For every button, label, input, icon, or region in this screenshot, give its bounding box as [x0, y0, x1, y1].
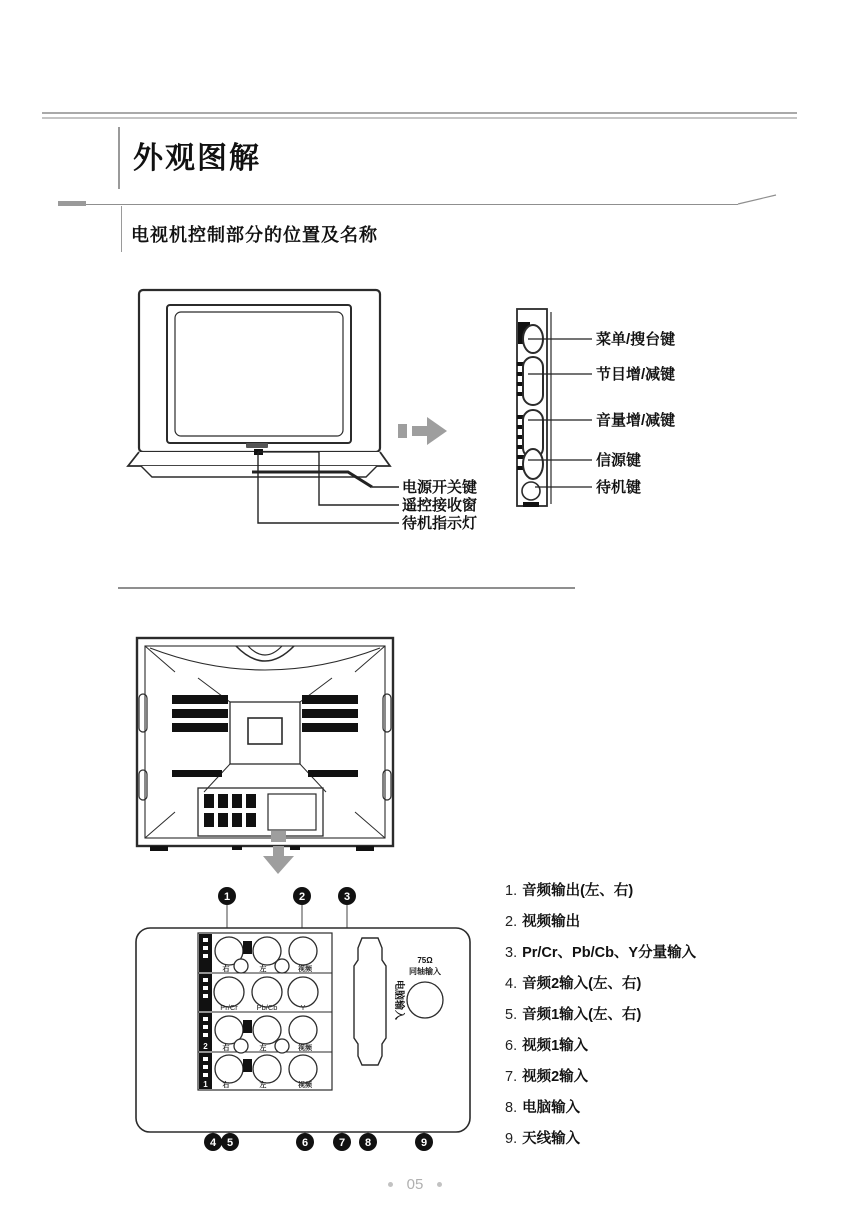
callout-9: 9: [420, 1137, 428, 1149]
in1-label-video: 视频: [298, 1082, 312, 1089]
callouts-bottom: [204, 1133, 433, 1151]
legend-item-number: 4.: [505, 976, 518, 992]
tv-front-diagram: [120, 278, 740, 540]
component-label-y: Y: [300, 1003, 306, 1012]
footer-dot-left: [388, 1182, 393, 1187]
coax-label-text: 同轴输入: [409, 967, 441, 976]
legend-item-label: 电脑输入: [522, 1100, 581, 1116]
component-label-pr: Pr/Cr: [220, 1003, 238, 1012]
legend-item-1: [505, 882, 850, 913]
footer-dot-right: [437, 1182, 442, 1187]
brand-logo: [246, 443, 268, 448]
legend-item-label: 天线输入: [522, 1131, 581, 1147]
program-rocker-button: [523, 357, 543, 405]
callout-3: 3: [343, 891, 351, 903]
front-label-remote-sensor: 遥控接收窗: [402, 497, 478, 514]
jack-row-input1: [215, 1055, 317, 1083]
callouts-top: [218, 887, 356, 905]
tv-front-cabinet: [128, 290, 390, 477]
legend-item-6: [505, 1037, 850, 1068]
legend-list: [505, 882, 850, 1161]
strip-number-1: 1: [203, 1080, 208, 1089]
tv-rear-diagram: [125, 630, 415, 885]
vga-label: 电脑输入: [393, 980, 404, 1020]
legend-item-label: 视频2输入: [522, 1069, 589, 1085]
legend-item-number: 3.: [505, 945, 518, 961]
jack-panel-diagram: [125, 880, 510, 1165]
legend-item-2: [505, 913, 850, 944]
top-rule-1: [42, 112, 797, 114]
legend-item-number: 9.: [505, 1131, 518, 1147]
callout-5: 5: [226, 1137, 234, 1149]
legend-item-number: 1.: [505, 883, 518, 899]
out-label-left: 左: [259, 966, 267, 973]
legend-item-4: [505, 975, 850, 1006]
legend-item-number: 2.: [505, 914, 518, 930]
in2-label-right: 右: [222, 1045, 230, 1052]
top-rule-2: [42, 117, 797, 119]
legend-item-label: 音频2输入(左、右): [522, 976, 642, 992]
title-left-bar: [118, 127, 120, 189]
legend-item-label: 音频输出(左、右): [522, 883, 634, 899]
standby-button: [522, 482, 540, 500]
legend-item-number: 6.: [505, 1038, 518, 1054]
section-left-bar: [121, 206, 122, 252]
out-label-right: 右: [222, 966, 230, 973]
page-title: 外观图解: [133, 142, 261, 175]
page-footer: [330, 1176, 500, 1193]
right-arrow-icon: [398, 417, 447, 445]
divider-tail: [730, 192, 790, 208]
callout-4: 4: [209, 1137, 217, 1149]
legend-item-3: [505, 944, 850, 975]
side-label-source: 信源键: [596, 452, 642, 469]
side-label-menu: 菜单/搜台键: [596, 331, 676, 348]
side-label-standby: 待机键: [596, 479, 642, 496]
out-label-video: 视频: [298, 966, 312, 973]
divider-dash: [58, 201, 86, 206]
legend-item-label: 视频输出: [522, 914, 581, 930]
legend-item-number: 5.: [505, 1007, 518, 1023]
legend-item-9: [505, 1130, 850, 1161]
legend-item-label: Pr/Cr、Pb/Cb、Y分量输入: [522, 945, 697, 961]
legend-item-number: 8.: [505, 1100, 518, 1116]
page-number: 05: [406, 1176, 424, 1193]
side-label-volume: 音量增/减键: [596, 412, 676, 429]
legend-item-number: 7.: [505, 1069, 518, 1085]
callout-8: 8: [364, 1137, 372, 1149]
legend-item-5: [505, 1006, 850, 1037]
strip-number-2: 2: [203, 1042, 208, 1051]
mid-divider: [118, 587, 575, 589]
callout-7: 7: [338, 1137, 346, 1149]
in1-label-right: 右: [222, 1082, 230, 1089]
coax-label-ohm: 75Ω: [417, 956, 433, 965]
component-label-pb: Pb/Cb: [256, 1003, 278, 1012]
jack-block: [198, 933, 332, 1090]
in2-label-video: 视频: [298, 1045, 312, 1052]
front-label-standby-led: 待机指示灯: [402, 515, 478, 532]
legend-item-8: [505, 1099, 850, 1130]
in2-label-left: 左: [259, 1045, 267, 1052]
callout-2: 2: [298, 891, 306, 903]
legend-item-label: 音频1输入(左、右): [522, 1007, 642, 1023]
in1-label-left: 左: [259, 1082, 267, 1089]
source-button: [523, 449, 543, 479]
side-label-program: 节目增/减键: [596, 366, 676, 383]
legend-item-7: [505, 1068, 850, 1099]
callout-1: 1: [223, 891, 231, 903]
callout-6: 6: [301, 1137, 309, 1149]
front-label-power: 电源开关键: [402, 479, 478, 496]
divider-line: [86, 204, 738, 206]
legend-item-label: 视频1输入: [522, 1038, 589, 1054]
section-title: 电视机控制部分的位置及名称: [131, 225, 378, 245]
